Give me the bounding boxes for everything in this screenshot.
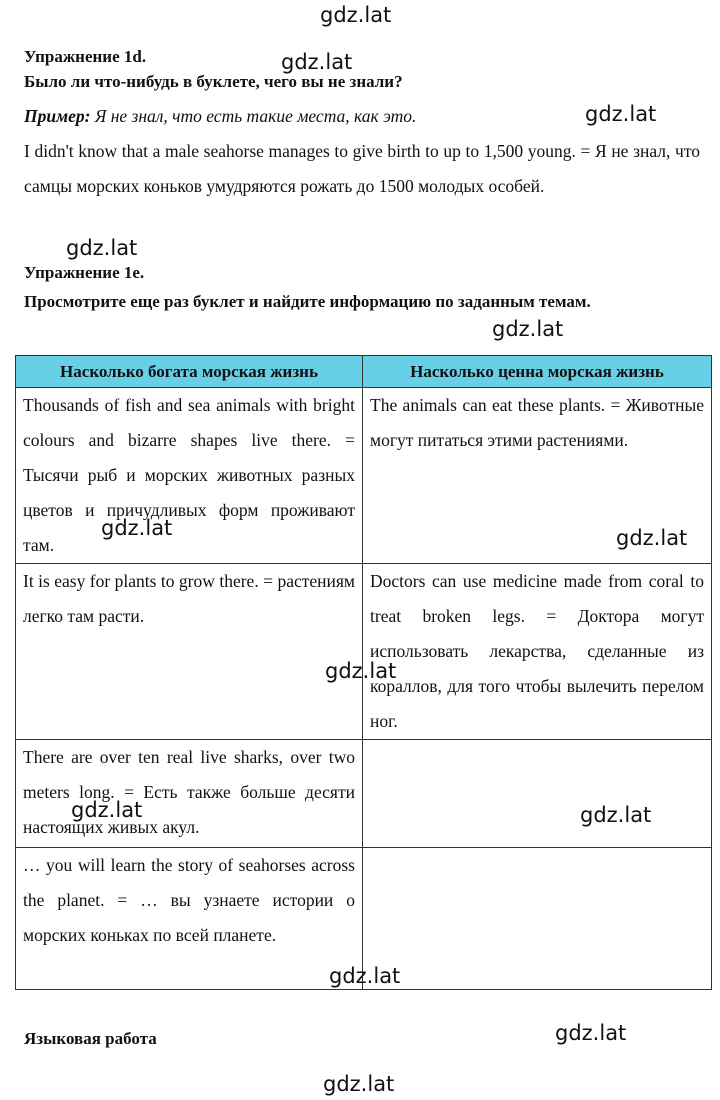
ex1d-answer: I didn't know that a male seahorse manages to give birth to up to 1,500 young. = Я не знал, что самцы морских коньков умудряются рожать до 1500 молодых особей.: [24, 141, 700, 196]
ex1d-title: Упражнение 1d.: [24, 47, 147, 66]
ex1e-task: Просмотрите еще раз буклет и найдите информацию по заданным темам.: [24, 292, 591, 311]
table-cell: [363, 740, 712, 848]
table-header-row: [16, 356, 712, 388]
table-cell: The animals can eat these plants. = Животные могут питаться этими растениями.: [363, 388, 712, 564]
watermark: gdz.lat: [320, 3, 392, 27]
example-label: Пример:: [24, 106, 91, 126]
watermark: gdz.lat: [329, 964, 401, 988]
watermark: gdz.lat: [492, 317, 564, 341]
table-cell: It is easy for plants to grow there. = растениям легко там расти.: [16, 564, 363, 740]
table-row: [16, 564, 712, 740]
watermark: gdz.lat: [281, 50, 353, 74]
table-cell: There are over ten real live sharks, over two meters long. = Есть также больше десяти настоящих живых акул.: [16, 740, 363, 848]
column-header: Насколько ценна морская жизнь: [363, 356, 712, 388]
watermark: gdz.lat: [555, 1021, 627, 1045]
watermark: gdz.lat: [580, 803, 652, 827]
watermark: gdz.lat: [323, 1072, 395, 1096]
column-header: Насколько богата морская жизнь: [16, 356, 363, 388]
example-text: Я не знал, что есть такие места, как это.: [90, 106, 417, 126]
table-cell: [363, 848, 712, 990]
watermark: gdz.lat: [71, 798, 143, 822]
watermark: gdz.lat: [66, 236, 138, 260]
ex1e-title: Упражнение 1е.: [24, 263, 145, 282]
watermark: gdz.lat: [325, 659, 397, 683]
table-cell: Thousands of fish and sea animals with bright colours and bizarre shapes live there. = Тысячи рыб и морских животных разных цветов и причудливых форм проживают там.: [16, 388, 363, 564]
section-heading: Языковая работа: [24, 1029, 157, 1048]
watermark: gdz.lat: [101, 516, 173, 540]
table-cell: Doctors can use medicine made from coral to treat broken legs. = Доктора могут использовать лекарства, сделанные из кораллов, для того чтобы вылечить перелом ног.: [363, 564, 712, 740]
watermark: gdz.lat: [616, 526, 688, 550]
table-cell: … you will learn the story of seahorses across the planet. = … вы узнаете истории о морских коньках по всей планете.: [16, 848, 363, 990]
ex1d-question: Было ли что-нибудь в буклете, чего вы не знали?: [24, 72, 403, 91]
table-row: [16, 740, 712, 848]
watermark: gdz.lat: [585, 102, 657, 126]
